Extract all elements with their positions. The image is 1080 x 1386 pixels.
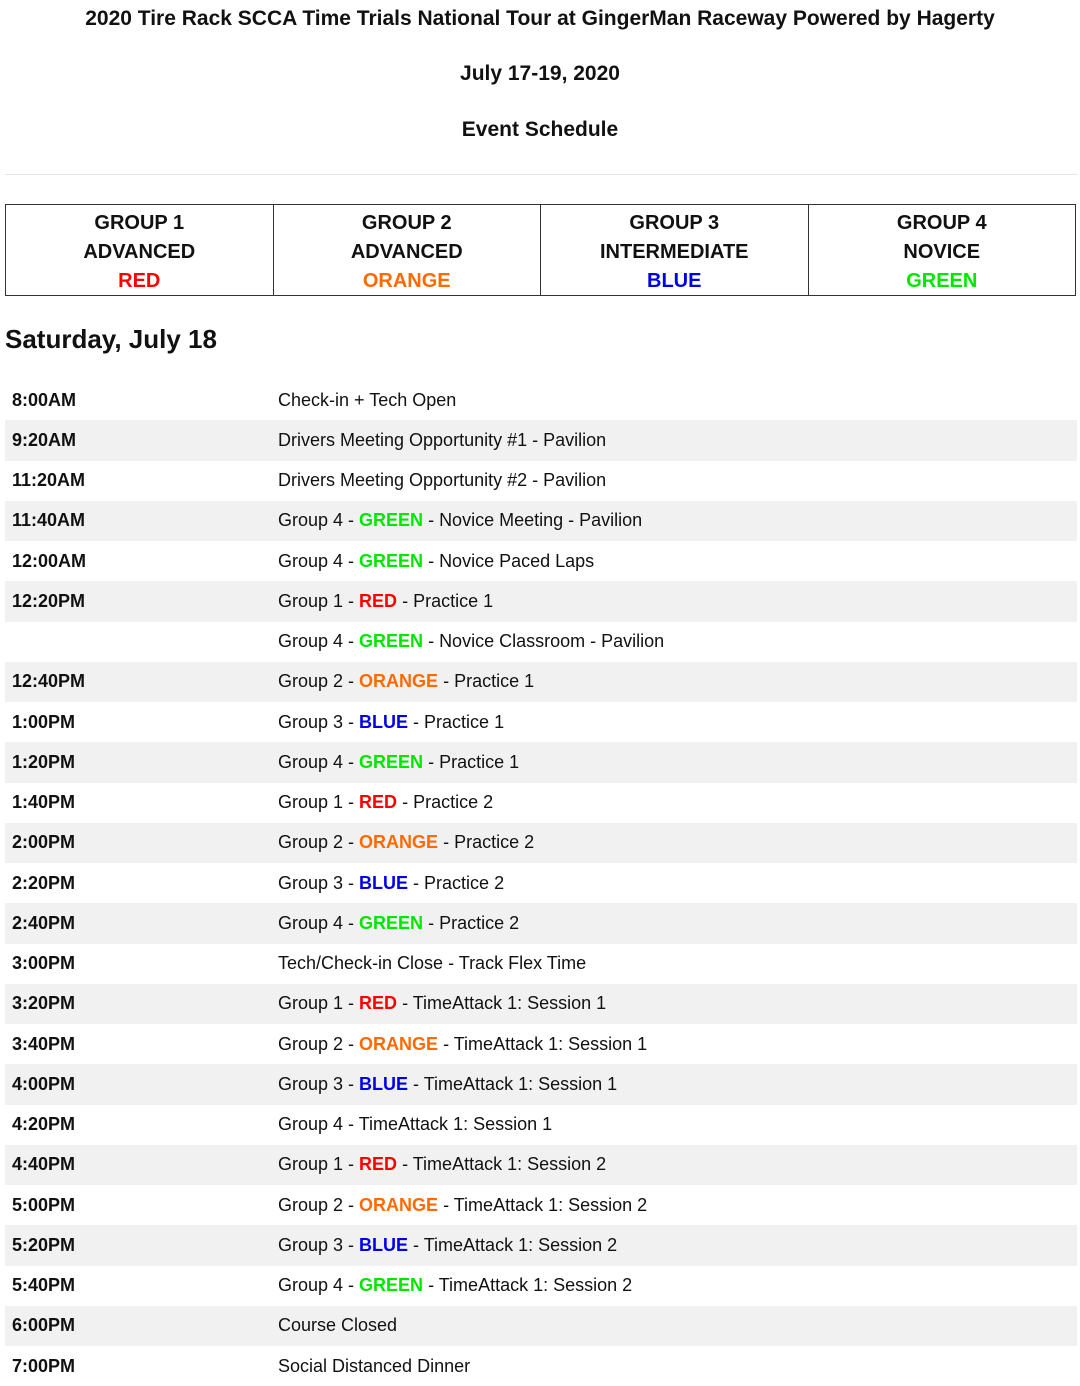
schedule-event: Group 3 - BLUE - TimeAttack 1: Session 1 xyxy=(278,1073,618,1094)
schedule-event: Group 2 - ORANGE - TimeAttack 1: Session 2 xyxy=(278,1194,648,1215)
event-color-label: BLUE xyxy=(359,1073,409,1094)
event-group: Group 4 xyxy=(278,550,344,571)
event-activity: Practice 2 xyxy=(439,912,520,933)
event-activity: TimeAttack 1: Session 2 xyxy=(453,1194,648,1215)
event-color-label: BLUE xyxy=(359,1234,409,1255)
schedule-event: Group 4 - GREEN - Novice Paced Laps xyxy=(278,550,595,571)
event-group: Group 4 xyxy=(278,510,344,531)
event-color-label: BLUE xyxy=(359,872,409,893)
event-group: Group 1 xyxy=(278,792,344,813)
divider xyxy=(5,174,1077,175)
schedule-row xyxy=(5,1105,1077,1145)
schedule-event: Course Closed xyxy=(278,1315,398,1336)
group-color-label: RED xyxy=(118,270,161,292)
group-level: NOVICE xyxy=(903,241,981,263)
schedule-event: Group 2 - ORANGE - Practice 2 xyxy=(278,832,535,853)
group-name: GROUP 1 xyxy=(94,212,185,234)
event-color-label: GREEN xyxy=(359,751,424,772)
schedule-event: Group 3 - BLUE - TimeAttack 1: Session 2 xyxy=(278,1234,618,1255)
event-activity: Novice Paced Laps xyxy=(439,550,595,571)
event-group: Group 2 xyxy=(278,1194,344,1215)
schedule-row xyxy=(5,501,1077,541)
group-cell-3 xyxy=(540,205,808,295)
event-group: Group 4 xyxy=(278,751,344,772)
event-color-label: GREEN xyxy=(359,631,424,652)
group-name: GROUP 3 xyxy=(629,212,720,234)
schedule-row xyxy=(5,1266,1077,1306)
schedule-event: Tech/Check-in Close - Track Flex Time xyxy=(278,953,587,974)
event-group: Group 2 xyxy=(278,671,344,692)
schedule-time: 9:20AM xyxy=(12,429,77,450)
event-group: Group 4 xyxy=(278,912,344,933)
schedule-list xyxy=(5,380,1077,1386)
schedule-time: 4:00PM xyxy=(12,1073,76,1094)
event-color-label: GREEN xyxy=(359,550,424,571)
group-color-label: BLUE xyxy=(647,270,702,292)
schedule-subtitle: Event Schedule xyxy=(461,118,619,141)
group-name: GROUP 2 xyxy=(361,212,452,234)
event-activity: Practice 1 xyxy=(454,671,535,692)
event-group: Group 2 xyxy=(278,832,344,853)
schedule-time: 2:40PM xyxy=(12,912,76,933)
event-activity: TimeAttack 1: Session 2 xyxy=(438,1275,633,1296)
event-group: Group 4 xyxy=(278,631,344,652)
schedule-row xyxy=(5,581,1077,621)
schedule-event: Group 4 - GREEN - TimeAttack 1: Session 2 xyxy=(278,1275,633,1296)
schedule-time: 2:20PM xyxy=(12,872,76,893)
event-activity: Practice 2 xyxy=(424,872,505,893)
schedule-event: Group 1 - RED - TimeAttack 1: Session 1 xyxy=(278,993,607,1014)
event-group: Group 1 xyxy=(278,993,344,1014)
schedule-event: Group 3 - BLUE - Practice 1 xyxy=(278,711,505,732)
schedule-row xyxy=(5,702,1077,742)
event-color-label: GREEN xyxy=(359,510,424,531)
schedule-row xyxy=(5,863,1077,903)
schedule-row xyxy=(5,541,1077,581)
schedule-time: 6:00PM xyxy=(12,1315,76,1336)
schedule-event: Social Distanced Dinner xyxy=(278,1355,471,1376)
schedule-time: 5:00PM xyxy=(12,1194,76,1215)
event-group: Group 1 xyxy=(278,1154,344,1175)
group-cell-4 xyxy=(808,205,1076,295)
event-color-label: GREEN xyxy=(359,912,424,933)
schedule-event: Group 1 - RED - TimeAttack 1: Session 2 xyxy=(278,1154,607,1175)
schedule-row xyxy=(5,742,1077,782)
schedule-event: Group 1 - RED - Practice 2 xyxy=(278,792,494,813)
schedule-row xyxy=(5,380,1077,420)
schedule-event: Group 4 - GREEN - Novice Classroom - Pavilion xyxy=(278,631,665,652)
schedule-row xyxy=(5,622,1077,662)
schedule-event: Group 1 - RED - Practice 1 xyxy=(278,590,494,611)
event-activity: TimeAttack 1: Session 1 xyxy=(412,993,607,1014)
event-color-label: ORANGE xyxy=(359,1194,439,1215)
event-group: Group 3 xyxy=(278,711,344,732)
schedule-time: 7:00PM xyxy=(12,1355,76,1376)
schedule-row xyxy=(5,1346,1077,1386)
event-color-label: ORANGE xyxy=(359,1033,439,1054)
schedule-time: 12:40PM xyxy=(12,671,86,692)
event-color-label: ORANGE xyxy=(359,832,439,853)
event-activity: Practice 2 xyxy=(454,832,535,853)
schedule-event: Drivers Meeting Opportunity #1 - Pavilion xyxy=(278,429,607,450)
schedule-event: Group 4 - GREEN - Practice 1 xyxy=(278,751,520,772)
event-color-label: RED xyxy=(359,590,398,611)
event-dates: July 17-19, 2020 xyxy=(460,62,620,85)
schedule-row xyxy=(5,783,1077,823)
event-color-label: RED xyxy=(359,792,398,813)
schedule-row xyxy=(5,903,1077,943)
schedule-event: Group 4 - GREEN - Novice Meeting - Pavilion xyxy=(278,510,643,531)
event-group: Group 3 xyxy=(278,1234,344,1255)
event-color-label: ORANGE xyxy=(359,671,439,692)
schedule-event: Group 2 - ORANGE - Practice 1 xyxy=(278,671,535,692)
schedule-row xyxy=(5,984,1077,1024)
event-group: Group 2 xyxy=(278,1033,344,1054)
schedule-row xyxy=(5,1306,1077,1346)
schedule-event: Group 4 - GREEN - Practice 2 xyxy=(278,912,520,933)
schedule-event: Group 4 - TimeAttack 1: Session 1 xyxy=(278,1114,553,1135)
event-activity: Practice 2 xyxy=(413,792,494,813)
schedule-event: Check-in + Tech Open xyxy=(278,389,457,410)
event-color-label: BLUE xyxy=(359,711,409,732)
event-activity: Practice 1 xyxy=(424,711,505,732)
schedule-time: 3:20PM xyxy=(12,993,76,1014)
schedule-time: 11:40AM xyxy=(12,510,86,531)
schedule-time: 3:40PM xyxy=(12,1033,76,1054)
page-title: 2020 Tire Rack SCCA Time Trials National Tour at GingerMan Raceway Powered by Hagerty xyxy=(85,7,995,30)
schedule-row xyxy=(5,823,1077,863)
event-activity: TimeAttack 1: Session 2 xyxy=(412,1154,607,1175)
day-heading: Saturday, July 18 xyxy=(5,324,217,354)
schedule-row xyxy=(5,1185,1077,1225)
schedule-event: Group 2 - ORANGE - TimeAttack 1: Session 1 xyxy=(278,1033,648,1054)
schedule-time: 1:20PM xyxy=(12,751,76,772)
schedule-row xyxy=(5,1064,1077,1104)
schedule-event: Drivers Meeting Opportunity #2 - Pavilion xyxy=(278,470,607,491)
event-color-label: RED xyxy=(359,993,398,1014)
schedule-time: 8:00AM xyxy=(12,389,77,410)
schedule-time: 4:20PM xyxy=(12,1114,76,1135)
event-color-label: RED xyxy=(359,1154,398,1175)
schedule-time: 2:00PM xyxy=(12,832,76,853)
schedule-row xyxy=(5,944,1077,984)
event-activity: TimeAttack 1: Session 2 xyxy=(423,1234,618,1255)
schedule-time: 11:20AM xyxy=(12,470,86,491)
group-legend-table xyxy=(5,204,1076,296)
schedule-row xyxy=(5,461,1077,501)
event-activity: Novice Classroom - Pavilion xyxy=(439,631,665,652)
event-group: Group 1 xyxy=(278,590,344,611)
schedule-row xyxy=(5,662,1077,702)
schedule-time: 3:00PM xyxy=(12,953,76,974)
schedule-time: 5:20PM xyxy=(12,1234,76,1255)
group-level: INTERMEDIATE xyxy=(599,241,749,263)
event-activity: Novice Meeting - Pavilion xyxy=(439,510,643,531)
schedule-time: 12:00AM xyxy=(12,550,87,571)
group-color-label: ORANGE xyxy=(362,270,451,292)
schedule-time: 1:40PM xyxy=(12,792,76,813)
event-activity: Practice 1 xyxy=(439,751,520,772)
schedule-row xyxy=(5,1145,1077,1185)
event-activity: TimeAttack 1: Session 1 xyxy=(423,1073,618,1094)
group-level: ADVANCED xyxy=(350,241,463,263)
event-color-label: GREEN xyxy=(359,1275,424,1296)
schedule-time: 4:40PM xyxy=(12,1154,76,1175)
event-activity: TimeAttack 1: Session 1 xyxy=(453,1033,648,1054)
event-group: Group 4 xyxy=(278,1275,344,1296)
event-group: Group 3 xyxy=(278,872,344,893)
group-name: GROUP 4 xyxy=(896,212,987,234)
schedule-row xyxy=(5,1225,1077,1265)
group-color-label: GREEN xyxy=(906,270,978,292)
group-cell-2 xyxy=(273,205,541,295)
schedule-event: Group 3 - BLUE - Practice 2 xyxy=(278,872,505,893)
schedule-time: 1:00PM xyxy=(12,711,76,732)
group-cell-1 xyxy=(6,205,273,295)
event-group: Group 3 xyxy=(278,1073,344,1094)
group-level: ADVANCED xyxy=(83,241,196,263)
schedule-time: 12:20PM xyxy=(12,590,86,611)
schedule-row xyxy=(5,1024,1077,1064)
event-activity: Practice 1 xyxy=(413,590,494,611)
schedule-row xyxy=(5,420,1077,460)
schedule-time: 5:40PM xyxy=(12,1275,76,1296)
